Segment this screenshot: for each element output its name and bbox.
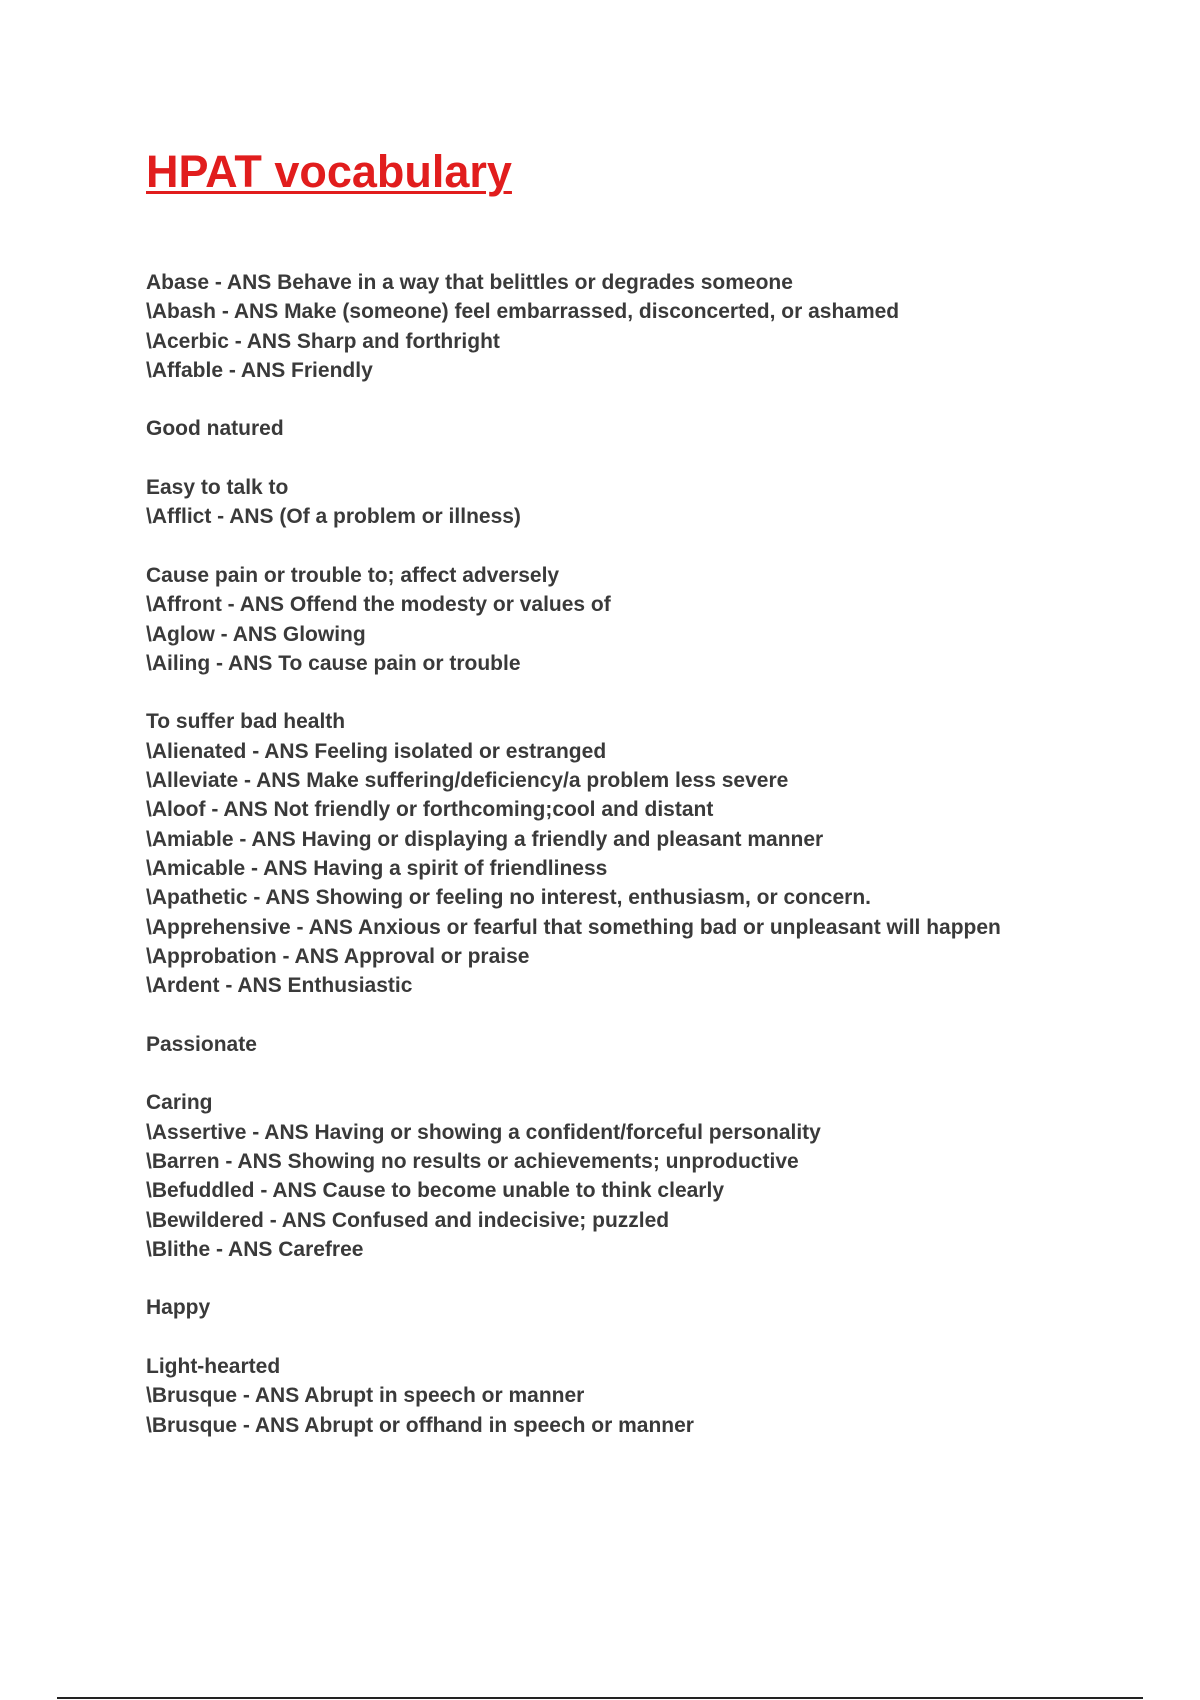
vocabulary-line: \Ailing - ANS To cause pain or trouble [146,651,521,675]
blank-line [146,444,1156,473]
vocabulary-line: Good natured [146,417,284,441]
vocabulary-line: Cause pain or trouble to; affect adversely [146,563,560,587]
vocabulary-line: \Aglow - ANS Glowing [146,622,366,646]
page-bottom-rule [57,1697,1143,1699]
vocabulary-line: \Barren - ANS Showing no results or achievements; unproductive [146,1149,799,1173]
document-title: HPAT vocabulary [146,146,512,197]
vocabulary-line: Passionate [146,1032,257,1056]
vocabulary-line: \Apprehensive - ANS Anxious or fearful that something bad or unpleasant will happen [146,915,1001,939]
vocabulary-line: \Befuddled - ANS Cause to become unable to think clearly [146,1179,724,1203]
vocabulary-line: Caring [146,1091,213,1115]
vocabulary-line: \Acerbic - ANS Sharp and forthright [146,329,500,353]
blank-line [146,1323,1156,1352]
vocabulary-line: \Alleviate - ANS Make suffering/deficiency/a problem less severe [146,769,789,793]
blank-line [146,1264,1156,1293]
vocabulary-list [146,268,1156,1440]
blank-line [146,1059,1156,1088]
vocabulary-line: \Affable - ANS Friendly [146,358,373,382]
blank-line [146,385,1156,414]
vocabulary-line: \Bewildered - ANS Confused and indecisive; puzzled [146,1208,670,1232]
vocabulary-line: \Affront - ANS Offend the modesty or values of [146,593,611,617]
vocabulary-line: \Assertive - ANS Having or showing a confident/forceful personality [146,1120,821,1144]
blank-line [146,532,1156,561]
vocabulary-line: \Blithe - ANS Carefree [146,1237,364,1261]
vocabulary-line: \Brusque - ANS Abrupt in speech or manner [146,1384,585,1408]
vocabulary-line: \Aloof - ANS Not friendly or forthcoming;cool and distant [146,798,714,822]
vocabulary-line: \Ardent - ANS Enthusiastic [146,974,413,998]
vocabulary-line: Light-hearted [146,1354,281,1378]
vocabulary-line: \Abash - ANS Make (someone) feel embarrassed, disconcerted, or ashamed [146,300,900,324]
vocabulary-line: \Brusque - ANS Abrupt or offhand in speech or manner [146,1413,694,1437]
blank-line [146,1000,1156,1029]
vocabulary-line: \Apathetic - ANS Showing or feeling no interest, enthusiasm, or concern. [146,886,871,910]
vocabulary-line: \Approbation - ANS Approval or praise [146,944,530,968]
vocabulary-line: \Alienated - ANS Feeling isolated or estranged [146,739,607,763]
vocabulary-line: \Amicable - ANS Having a spirit of friendliness [146,856,608,880]
vocabulary-line: Happy [146,1296,211,1320]
vocabulary-line: Easy to talk to [146,476,289,500]
blank-line [146,678,1156,707]
vocabulary-line: \Amiable - ANS Having or displaying a friendly and pleasant manner [146,827,824,851]
vocabulary-line: To suffer bad health [146,710,346,734]
vocabulary-line: \Afflict - ANS (Of a problem or illness) [146,505,521,529]
vocabulary-line: Abase - ANS Behave in a way that belittles or degrades someone [146,271,793,294]
